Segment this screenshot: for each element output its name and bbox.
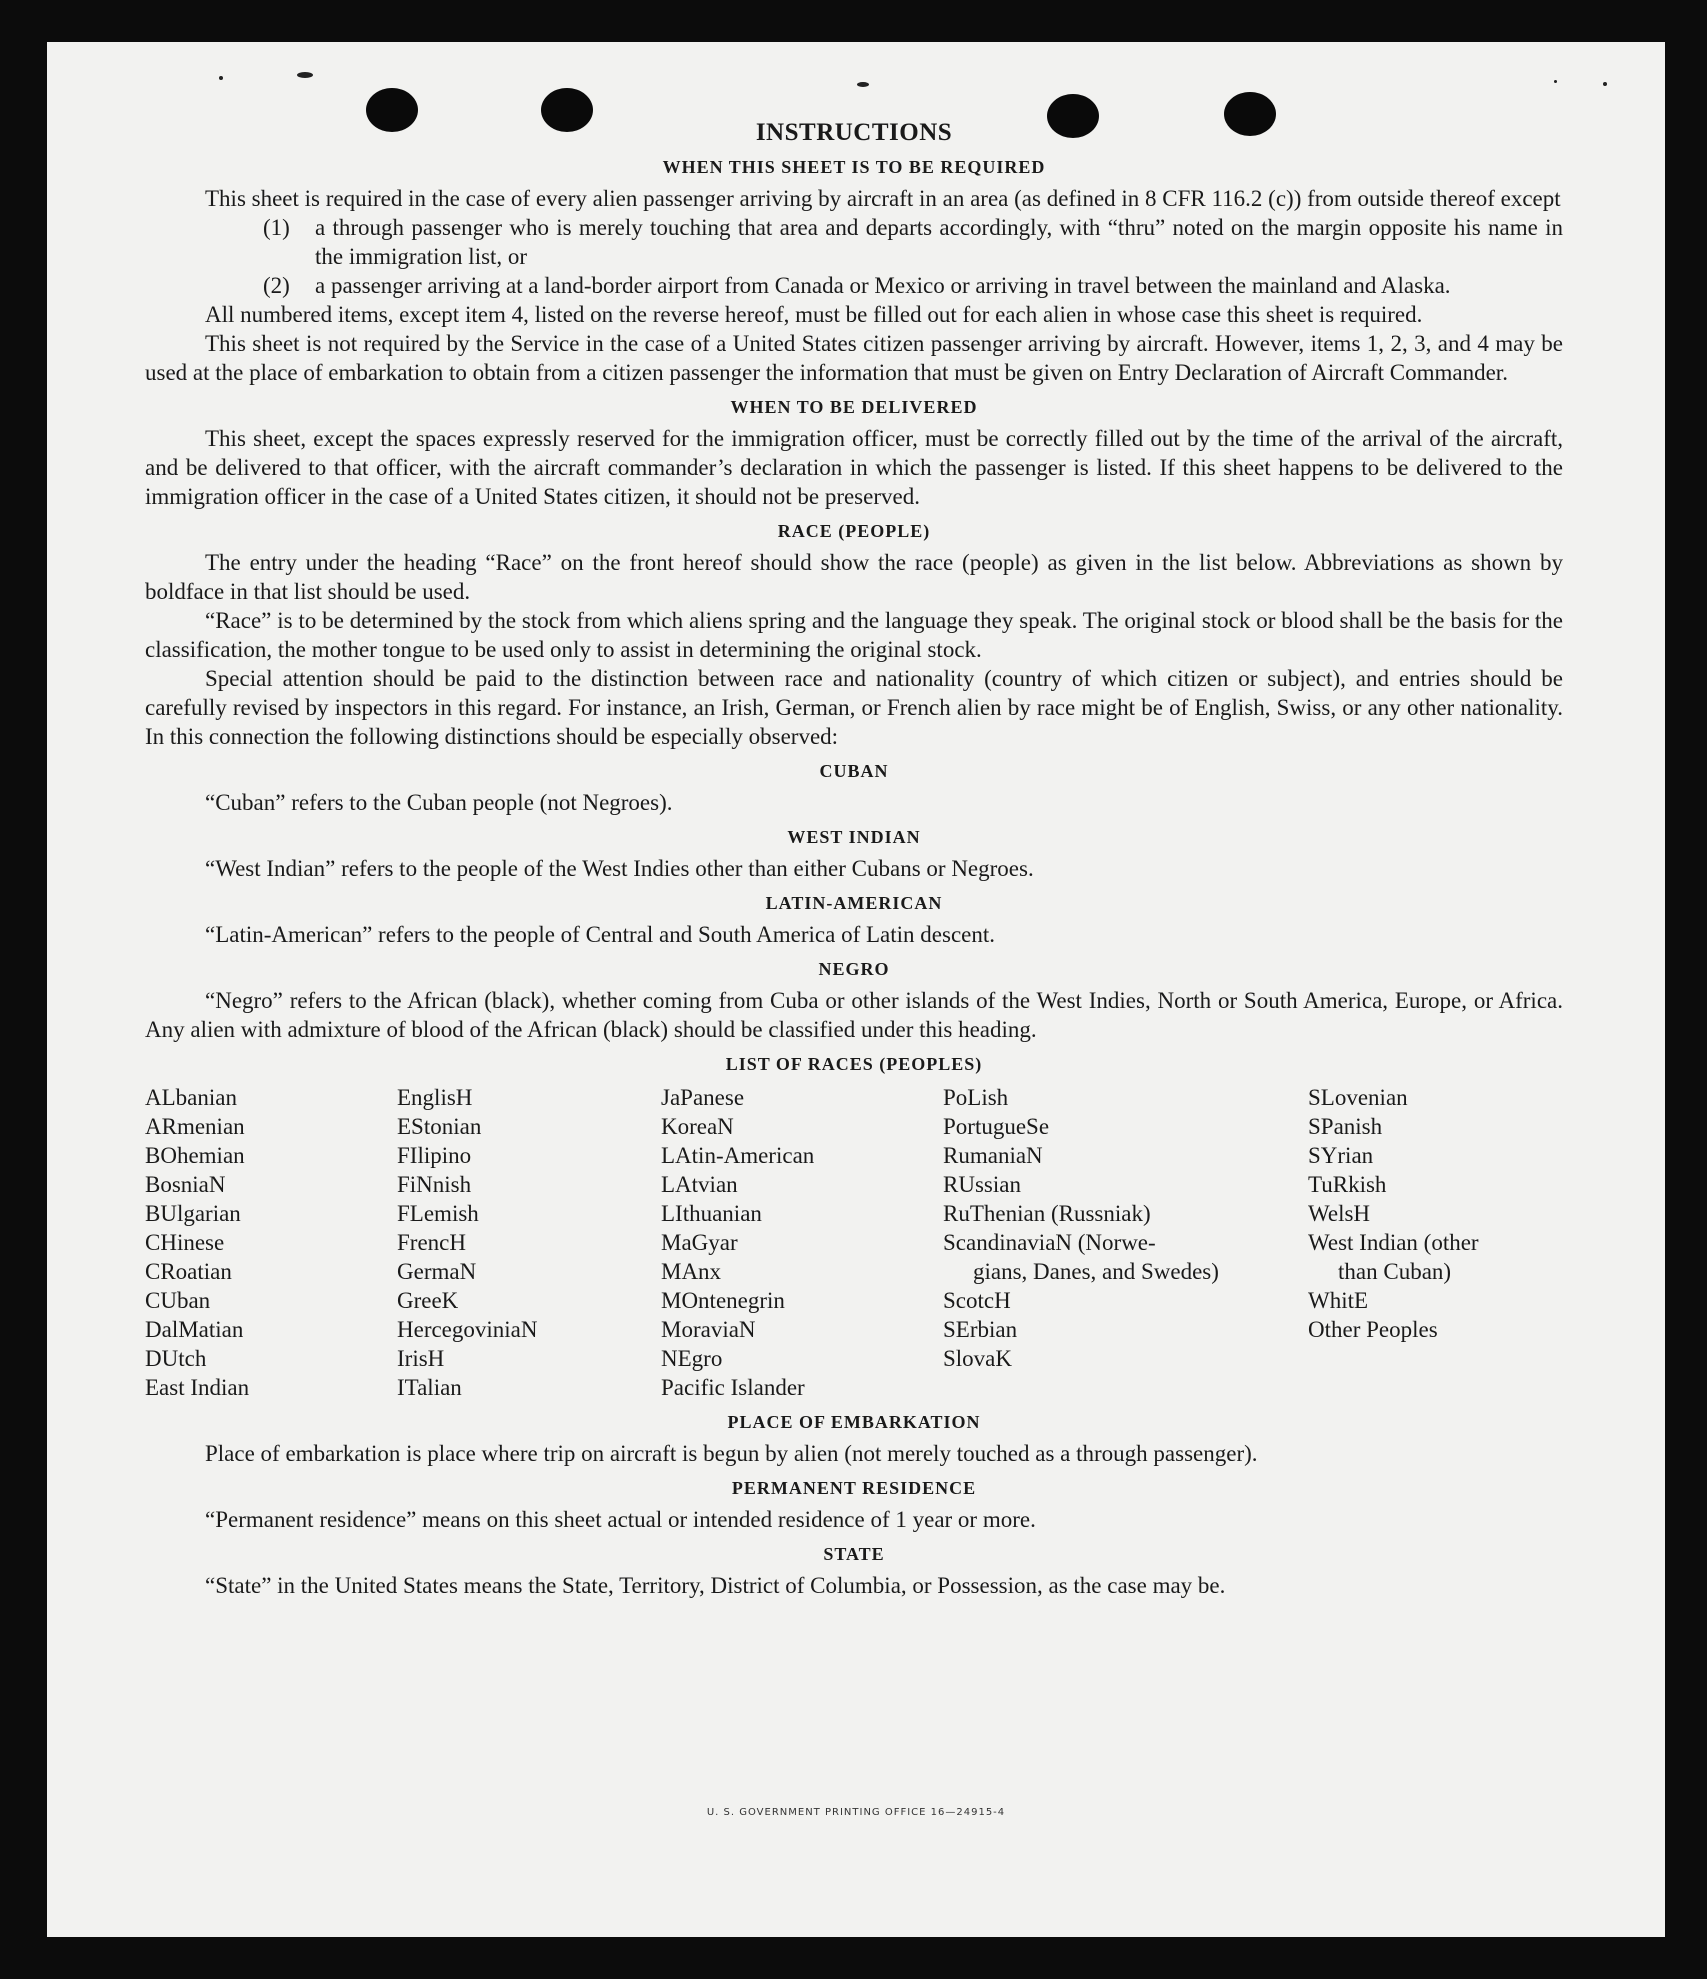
- paragraph: “Cuban” refers to the Cuban people (not Negroes).: [205, 790, 673, 815]
- race-column: [1308, 1083, 1560, 1402]
- ink-speck: [1603, 82, 1607, 86]
- race-entry: SlovaK: [943, 1346, 1012, 1371]
- race-entry-continued: gians, Danes, and Swedes): [973, 1259, 1219, 1284]
- race-entry: Pacific Islander: [661, 1375, 805, 1400]
- race-group: [943, 1083, 1228, 1257]
- race-entry: ScotcH: [943, 1288, 1011, 1313]
- race-entry: WelsH: [1308, 1201, 1371, 1226]
- race-entry: KoreaN: [661, 1114, 734, 1139]
- race-entry: GreeK: [397, 1288, 459, 1313]
- race-entry: CHinese: [145, 1230, 225, 1255]
- race-entry: CUban: [145, 1288, 211, 1313]
- item-number: (1): [263, 215, 290, 240]
- exception-item: [263, 213, 1563, 271]
- section-heading: LATIN-AMERICAN: [765, 893, 943, 913]
- paragraph: “West Indian” refers to the people of the West Indies other than either Cubans or Negroes.: [205, 856, 1034, 881]
- paragraph: “Race” is to be determined by the stock from which aliens spring and the language they speak. The original stock or blood shall be the basis for the classification, the mother tongue to be used only to assist in determining the original stock.: [145, 608, 1563, 662]
- printer-imprint: U. S. GOVERNMENT PRINTING OFFICE 16—24915-4: [706, 1807, 1006, 1818]
- ink-speck: [297, 72, 313, 78]
- race-entry: SLovenian: [1308, 1085, 1408, 1110]
- item-text: a through passenger who is merely touching that area and departs accordingly, with “thru” noted on the margin opposite his name in the immigration list, or: [315, 215, 1563, 269]
- section-heading: RACE (PEOPLE): [777, 521, 931, 541]
- race-entry: SYrian: [1308, 1143, 1374, 1168]
- race-entry: PoLish: [943, 1085, 1009, 1110]
- section-heading: WEST INDIAN: [787, 827, 921, 847]
- race-column: [145, 1083, 397, 1402]
- race-entry: HercegoviniaN: [397, 1317, 538, 1342]
- race-entry: FIlipino: [397, 1143, 472, 1168]
- document-title: INSTRUCTIONS: [755, 119, 953, 146]
- section-heading: PLACE OF EMBARKATION: [727, 1412, 981, 1432]
- race-entry: FiNnish: [397, 1172, 472, 1197]
- race-entry: East Indian: [145, 1375, 250, 1400]
- race-group: [943, 1286, 1228, 1373]
- race-entry: CRoatian: [145, 1259, 232, 1284]
- paragraph: This sheet is required in the case of every alien passenger arriving by aircraft in an area (as defined in 8 CFR 116.2 (c)) from outside thereof except: [205, 186, 1561, 211]
- race-entry: RUssian: [943, 1172, 1021, 1197]
- race-entry: IrisH: [397, 1346, 445, 1371]
- race-entry-continued: than Cuban): [1338, 1259, 1452, 1284]
- race-entry: ALbanian: [145, 1085, 237, 1110]
- race-entry: EStonian: [397, 1114, 482, 1139]
- paragraph: “Latin-American” refers to the people of Central and South America of Latin descent.: [205, 922, 995, 947]
- race-entry: PortugueSe: [943, 1114, 1050, 1139]
- paragraph: All numbered items, except item 4, listed on the reverse hereof, must be filled out for each alien in whose case this sheet is required.: [205, 302, 1423, 327]
- section-heading: WHEN THIS SHEET IS TO BE REQUIRED: [662, 157, 1046, 177]
- race-entry: SErbian: [943, 1317, 1018, 1342]
- race-entry: MAnx: [661, 1259, 722, 1284]
- ink-speck: [219, 76, 223, 80]
- race-group: [1308, 1286, 1560, 1344]
- item-number: (2): [263, 273, 290, 298]
- race-entry: GermaN: [397, 1259, 477, 1284]
- race-entry: WhitE: [1308, 1288, 1369, 1313]
- item-text: a passenger arriving at a land-border airport from Canada or Mexico or arriving in travel between the mainland and Alaska.: [315, 273, 1451, 298]
- race-column: [397, 1083, 661, 1402]
- section-heading: WHEN TO BE DELIVERED: [730, 397, 978, 417]
- race-column: [943, 1083, 1228, 1402]
- race-entry: JaPanese: [661, 1085, 745, 1110]
- race-entry: DUtch: [145, 1346, 207, 1371]
- race-entry: ITalian: [397, 1375, 462, 1400]
- race-entry: RumaniaN: [943, 1143, 1043, 1168]
- race-list: [145, 1083, 1563, 1402]
- ink-speck: [857, 82, 869, 87]
- section-heading: STATE: [823, 1544, 885, 1564]
- paragraph: This sheet, except the spaces expressly reserved for the immigration officer, must be correctly filled out by the time of the arrival of the aircraft, and be delivered to that officer, with the aircraft commander’s declaration in which the passenger is listed. If this sheet happens to be delivered to the immigration officer in the case of a United States citizen, it should not be preserved.: [145, 426, 1563, 509]
- section-heading: NEGRO: [818, 959, 890, 979]
- race-entry: EnglisH: [397, 1085, 473, 1110]
- race-entry: West Indian (other: [1308, 1230, 1479, 1255]
- race-entry: RuThenian (Russniak): [943, 1201, 1151, 1226]
- race-entry: DalMatian: [145, 1317, 244, 1342]
- race-entry: SPanish: [1308, 1114, 1383, 1139]
- race-entry: MOntenegrin: [661, 1288, 785, 1313]
- race-entry: Other Peoples: [1308, 1317, 1438, 1342]
- race-entry: ARmenian: [145, 1114, 245, 1139]
- race-entry: MaGyar: [661, 1230, 738, 1255]
- paragraph: This sheet is not required by the Service in the case of a United States citizen passenger arriving by aircraft. However, items 1, 2, 3, and 4 may be used at the place of embarkation to obtain from a citizen passenger the information that must be given on Entry Declaration of Aircraft Commander.: [145, 331, 1563, 385]
- section-heading: PERMANENT RESIDENCE: [731, 1478, 977, 1498]
- section-heading: CUBAN: [819, 761, 889, 781]
- race-entry: BOhemian: [145, 1143, 245, 1168]
- race-column: [661, 1083, 943, 1402]
- paragraph: Special attention should be paid to the distinction between race and nationality (country of which citizen or subject), and entries should be carefully revised by inspectors in this regard. For instance, an Irish, German, or French alien by race might be of English, Swiss, or any other nationality. In this connection the following distinctions should be especially observed:: [145, 666, 1563, 749]
- race-entry: MoraviaN: [661, 1317, 756, 1342]
- exception-item: [263, 271, 1563, 300]
- race-entry: LIthuanian: [661, 1201, 762, 1226]
- paragraph: “Permanent residence” means on this sheet actual or intended residence of 1 year or more.: [205, 1507, 1036, 1532]
- paragraph: Place of embarkation is place where trip on aircraft is begun by alien (not merely touched as a through passenger).: [205, 1441, 1258, 1466]
- section-heading: LIST OF RACES (PEOPLES): [725, 1054, 983, 1074]
- race-entry: TuRkish: [1308, 1172, 1387, 1197]
- race-entry: BosniaN: [145, 1172, 226, 1197]
- ink-speck: [1554, 80, 1557, 83]
- paragraph: “Negro” refers to the African (black), whether coming from Cuba or other islands of the West Indies, North or South America, Europe, or Africa. Any alien with admixture of blood of the African (black) should be classified under this heading.: [145, 988, 1563, 1042]
- paragraph: The entry under the heading “Race” on the front hereof should show the race (people) as given in the list below. Abbreviations as shown by boldface in that list should be used.: [145, 550, 1563, 604]
- race-entry: FrencH: [397, 1230, 466, 1255]
- race-entry: NEgro: [661, 1346, 723, 1371]
- race-entry: LAtin-American: [661, 1143, 815, 1168]
- race-entry: BUlgarian: [145, 1201, 241, 1226]
- race-entry: FLemish: [397, 1201, 479, 1226]
- race-group: [1308, 1083, 1560, 1257]
- race-entry: LAtvian: [661, 1172, 738, 1197]
- paragraph: “State” in the United States means the State, Territory, District of Columbia, or Possession, as the case may be.: [205, 1573, 1226, 1598]
- instructions-content: [145, 118, 1563, 1600]
- race-entry: ScandinaviaN (Norwe-: [943, 1230, 1156, 1255]
